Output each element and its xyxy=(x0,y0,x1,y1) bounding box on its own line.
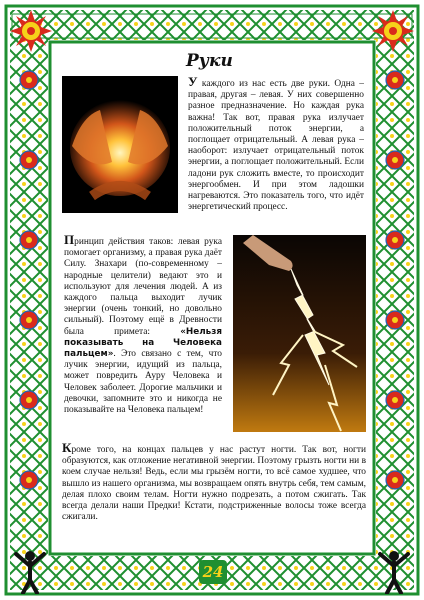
page-number: 24 xyxy=(199,560,227,584)
proverb-emphasis: «Нельзя показывать на Человека пальцем» xyxy=(64,326,222,360)
rosette-ornament-icon xyxy=(378,60,412,540)
sun-ornament-icon xyxy=(8,8,54,54)
paragraph-1 xyxy=(188,76,364,213)
dropcap: П xyxy=(64,232,75,247)
paragraph-2-text-end: . Это связано с тем, что лучик энергии, идущий из пальца, может повредить Ауру Человека и Человек заболеет. Дорогие мальчики и девочки, запомните это и никогда не показывайте на Человека пальцем! xyxy=(64,349,222,416)
paragraph-3-text: роме того, на концах пальцев у нас растут ногти. Так вот, ногти образуются, как отложение негативной энергии. Поэтому грызть ногти ни в коем случае нельзя! Ведь, если мы грызём ногти, то всё самое худшее, что вышло из нашего организма, мы возвращаем опять внутрь себя, тем самым, делая плохо своим телам. Ногти нужно подрезать, а потом сжигать. Так всегда делали наши Предки! Кстати, подстриженные волосы тоже всегда сжигали. xyxy=(62,445,366,523)
paragraph-2 xyxy=(64,234,222,416)
paragraph-2-text-start: ринцип действия таков: левая рука помогает организму, а правая рука даёт Силу. Знахари (по-современному – народные целители) ведают это и используют для лечения людей. А из каждого пальца выходит лучик энергии (очень тонкий, но довольно сильный). Поэтому ещё в Древности была примета: xyxy=(64,237,222,337)
rosette-ornament-icon xyxy=(12,60,46,540)
page-title: Руки xyxy=(186,51,233,71)
dropcap: К xyxy=(62,440,72,455)
paragraph-3 xyxy=(62,442,366,523)
dropcap: У xyxy=(188,74,198,89)
sun-ornament-icon xyxy=(370,8,416,54)
paragraph-1-text: каждого из нас есть две руки. Одна – правая, другая – левая. У них совершенно разное предназначение. Но каждая рука важна! Так вот, правая рука излучает положительный поток энергии, а поглощает отрицательный. А левая рука – наоборот: излучает отрицательный поток энергии, а поглощает положительный. Если ладони рук сложить вместе, то происходит энергообмен. И при этом ладошки нагреваются. Это показатель того, что идёт энергетический процесс. xyxy=(188,79,364,213)
finger-lightning-photo xyxy=(233,235,366,432)
raised-arms-figure-icon xyxy=(374,548,414,594)
raised-arms-figure-icon xyxy=(10,548,50,594)
hands-glow-photo xyxy=(62,76,178,213)
